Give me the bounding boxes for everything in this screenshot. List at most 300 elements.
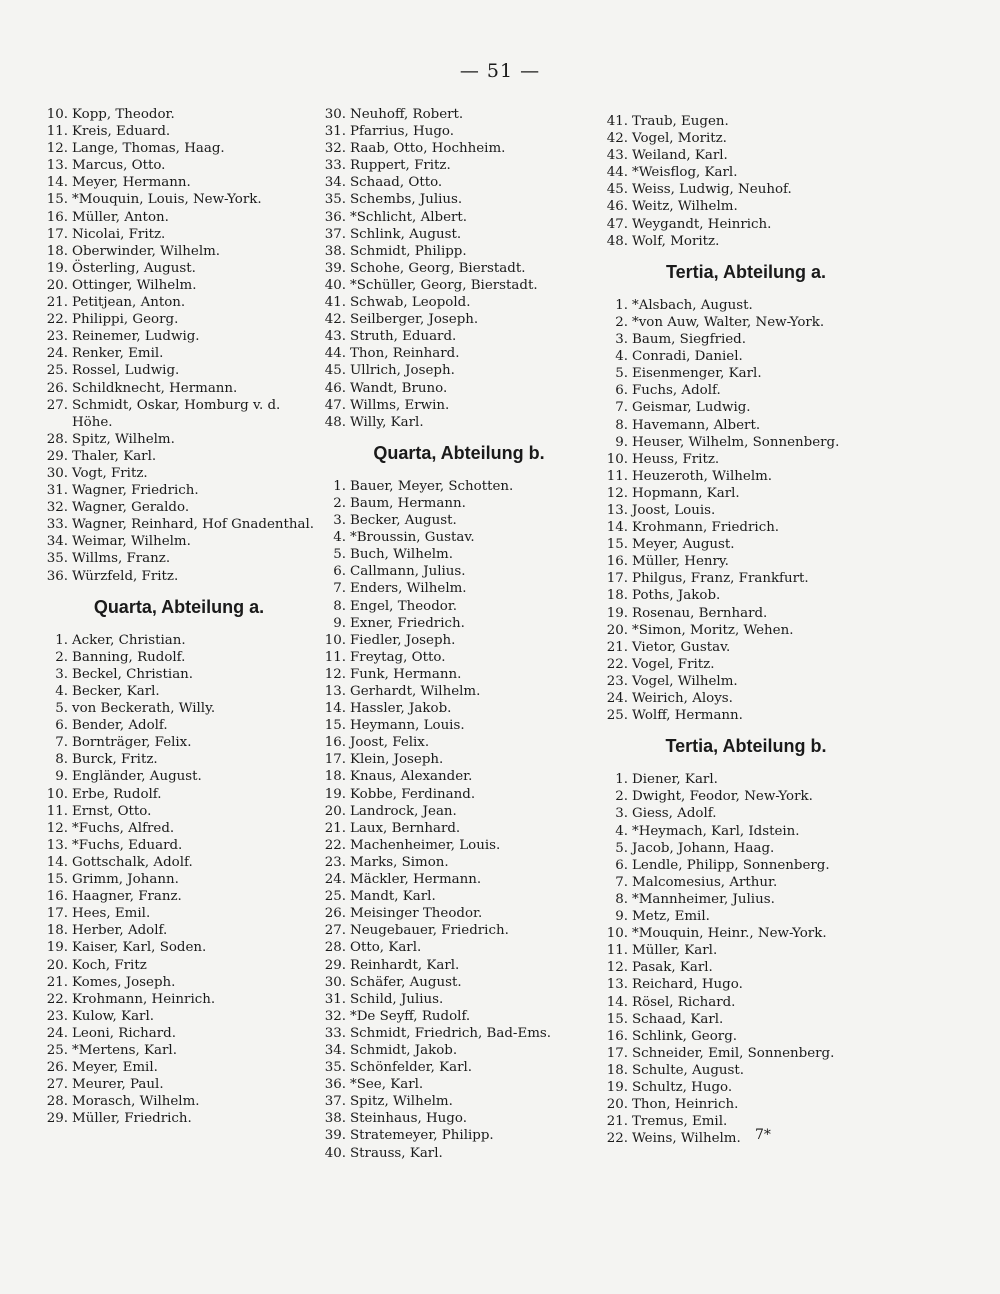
list-item (600, 605, 892, 622)
entry-number: 15. (606, 1011, 628, 1027)
entry-name: Thon, Reinhard. (350, 346, 460, 362)
list-item (600, 639, 892, 656)
list-item (600, 348, 892, 365)
list-item (318, 598, 600, 615)
entry-name: Koch, Fritz (72, 957, 147, 973)
column-right (600, 113, 892, 1147)
list-item (318, 632, 600, 649)
entry-number: 23. (46, 1008, 68, 1024)
list-item (600, 587, 892, 604)
list-item (600, 1079, 892, 1096)
list-item (318, 820, 600, 837)
entry-name: Schönfelder, Karl. (350, 1060, 473, 1076)
entry-number: 22. (324, 837, 346, 853)
entry-number: 35. (324, 1060, 346, 1076)
list-item (40, 922, 318, 939)
section-heading-tertia-b: Tertia, Abteilung b. (665, 736, 827, 757)
list-item (318, 311, 600, 328)
entry-name: Wagner, Friedrich. (72, 483, 199, 499)
entry-name: Schild, Julius. (350, 991, 444, 1007)
list-item (40, 328, 318, 345)
entry-name: Wagner, Reinhard, Hof Gnadenthal. (72, 517, 315, 533)
entry-name: Knaus, Alexander. (350, 769, 473, 785)
entry-name: Hassler, Jakob. (350, 701, 452, 717)
section-heading-tertia-a: Tertia, Abteilung a. (665, 261, 826, 282)
list-item (318, 563, 600, 580)
entry-number: 1. (615, 297, 628, 313)
list-item (318, 1145, 600, 1162)
list-item (600, 382, 892, 399)
entry-number: 34. (324, 175, 346, 191)
entry-number: 11. (606, 943, 628, 959)
entry-name: Geismar, Ludwig. (632, 400, 751, 416)
list-item (40, 209, 318, 226)
section-heading-quarta-a: Quarta, Abteilung a. (93, 596, 265, 617)
list-item (40, 1059, 318, 1076)
entry-number: 28. (46, 431, 68, 447)
entry-name: Bornträger, Felix. (72, 735, 192, 751)
entry-number: 47. (324, 397, 346, 413)
entry-name: Mandt, Karl. (350, 889, 436, 905)
entry-number: 24. (324, 872, 346, 888)
list-item (318, 243, 600, 260)
list-item (40, 345, 318, 362)
list-item (318, 106, 600, 123)
list-item (600, 942, 892, 959)
entry-number: 36. (324, 209, 346, 225)
entry-number: 7. (615, 874, 628, 890)
entry-number: 22. (606, 1131, 628, 1147)
entry-name: Reinemer, Ludwig. (72, 329, 200, 345)
list-item (600, 857, 892, 874)
entry-number: 5. (55, 701, 68, 717)
entry-name: Buch, Wilhelm. (350, 547, 453, 563)
entry-name: *Weisflog, Karl. (632, 165, 738, 181)
entry-number: 20. (606, 1097, 628, 1113)
entry-number: 36. (324, 1077, 346, 1093)
entry-name: Herber, Adolf. (72, 923, 168, 939)
entry-name: Meyer, Emil. (72, 1060, 158, 1076)
entry-name: Krohmann, Friedrich. (632, 520, 780, 536)
entry-number: 12. (324, 666, 346, 682)
column-left (40, 106, 318, 1127)
entry-name: Meurer, Paul. (72, 1077, 164, 1093)
entry-number: 43. (324, 329, 346, 345)
list-item (318, 546, 600, 563)
list-item (318, 191, 600, 208)
entry-number: 1. (55, 632, 68, 648)
entry-name: Reichard, Hugo. (632, 977, 743, 993)
entry-number: 35. (324, 192, 346, 208)
list-item (318, 512, 600, 529)
entry-name: Metz, Emil. (632, 909, 710, 925)
entry-number: 18. (606, 1062, 628, 1078)
entry-number: 13. (324, 684, 346, 699)
entry-name: Schmidt, Oskar, Homburg v. d. Höhe. (72, 397, 281, 430)
list-item (318, 294, 600, 311)
list-item (318, 1025, 600, 1042)
list-item (318, 157, 600, 174)
entry-number: 30. (324, 107, 346, 122)
entry-number: 12. (606, 485, 628, 501)
list-item (600, 707, 892, 724)
entry-number: 2. (333, 495, 346, 511)
entry-number: 37. (324, 1094, 346, 1110)
entry-name: Heuser, Wilhelm, Sonnenberg. (632, 434, 840, 450)
entry-name: Schulte, August. (632, 1062, 745, 1078)
entry-name: Schwab, Leopold. (350, 295, 471, 311)
entry-number: 17. (606, 571, 628, 587)
list-item (40, 294, 318, 311)
list-continued (40, 106, 318, 585)
entry-name: Schneider, Emil, Sonnenberg. (632, 1045, 835, 1061)
entry-number: 14. (324, 701, 346, 717)
list-item (318, 1093, 600, 1110)
entry-number: 47. (606, 216, 628, 232)
entry-number: 34. (324, 1042, 346, 1058)
entry-name: Schmidt, Philipp. (350, 243, 467, 259)
list-item (40, 465, 318, 482)
entry-name: *Simon, Moritz, Wehen. (632, 622, 794, 638)
list-item (318, 837, 600, 854)
list-item (600, 891, 892, 908)
entry-number: 39. (324, 260, 346, 276)
entry-name: Seilberger, Joseph. (350, 312, 479, 328)
list-item (318, 854, 600, 871)
entry-number: 3. (615, 806, 628, 822)
entry-name: Pasak, Karl. (632, 960, 713, 976)
entry-number: 9. (615, 909, 628, 925)
entry-number: 15. (606, 537, 628, 553)
entry-number: 7. (615, 400, 628, 416)
list-item (318, 174, 600, 191)
list-item (318, 666, 600, 683)
entry-name: Spitz, Wilhelm. (72, 431, 175, 447)
entry-name: Klein, Joseph. (350, 752, 444, 768)
entry-name: Philgus, Franz, Frankfurt. (632, 571, 809, 587)
entry-number: 40. (324, 277, 346, 293)
entry-number: 3. (615, 332, 628, 348)
entry-number: 2. (615, 314, 628, 330)
list-item (318, 140, 600, 157)
list-item (600, 959, 892, 976)
entry-name: Meyer, Hermann. (72, 175, 191, 191)
entry-number: 11. (606, 468, 628, 484)
entry-name: Bender, Adolf. (72, 718, 168, 734)
list-quarta-b (318, 478, 600, 1162)
list-item (318, 888, 600, 905)
list-item (318, 957, 600, 974)
entry-number: 6. (615, 383, 628, 399)
list-item (318, 786, 600, 803)
entry-name: Willms, Erwin. (350, 397, 450, 413)
list-item (40, 431, 318, 448)
entry-name: Kobbe, Ferdinand. (350, 786, 476, 802)
list-item (40, 499, 318, 516)
list-item (600, 417, 892, 434)
list-item (40, 820, 318, 837)
list-item (40, 260, 318, 277)
list-item (600, 164, 892, 181)
entry-number: 27. (46, 1077, 68, 1093)
entry-name: *See, Karl. (350, 1077, 424, 1093)
list-item (318, 768, 600, 785)
list-item (318, 414, 600, 431)
entry-number: 16. (46, 889, 68, 905)
entry-name: Traub, Eugen. (632, 114, 729, 129)
list-item (600, 1045, 892, 1062)
entry-number: 42. (324, 312, 346, 328)
entry-name: Reinhardt, Karl. (350, 957, 460, 973)
list-item (40, 1025, 318, 1042)
entry-name: Thon, Heinrich. (632, 1097, 739, 1113)
list-item (40, 482, 318, 499)
entry-number: 12. (606, 960, 628, 976)
entry-number: 20. (46, 957, 68, 973)
entry-number: 16. (606, 1028, 628, 1044)
list-item (600, 788, 892, 805)
list-item (318, 345, 600, 362)
entry-name: Heymann, Louis. (350, 718, 465, 734)
entry-number: 22. (46, 312, 68, 328)
entry-number: 19. (606, 1079, 628, 1095)
entry-name: Stratemeyer, Philipp. (350, 1128, 494, 1144)
entry-name: Otto, Karl. (350, 940, 422, 956)
entry-number: 29. (46, 1111, 68, 1127)
entry-name: Weiss, Ludwig, Neuhof. (632, 182, 792, 198)
entry-name: Schmidt, Friedrich, Bad-Ems. (350, 1025, 552, 1041)
list-item (40, 311, 318, 328)
entry-name: Rösel, Richard. (632, 994, 736, 1010)
list-item (318, 328, 600, 345)
entry-number: 6. (333, 564, 346, 580)
entry-name: Oberwinder, Wilhelm. (72, 243, 221, 259)
entry-name: Vietor, Gustav. (632, 639, 731, 655)
list-item (600, 994, 892, 1011)
entry-name: *von Auw, Walter, New-York. (632, 314, 825, 330)
entry-name: *Schlicht, Albert. (350, 209, 468, 225)
entry-number: 16. (46, 209, 68, 225)
entry-number: 25. (46, 363, 68, 379)
list-item (40, 174, 318, 191)
list-item (40, 837, 318, 854)
entry-number: 14. (606, 520, 628, 536)
entry-name: *Heymach, Karl, Idstein. (632, 823, 800, 839)
entry-number: 14. (46, 854, 68, 870)
list-item (40, 683, 318, 700)
list-item (600, 502, 892, 519)
list-item (40, 533, 318, 550)
entry-number: 23. (606, 673, 628, 689)
entry-name: Weitz, Wilhelm. (632, 199, 738, 215)
list-item (318, 717, 600, 734)
entry-name: Schlink, August. (350, 226, 462, 242)
list-item (40, 362, 318, 379)
list-item (600, 771, 892, 788)
list-item (40, 854, 318, 871)
entry-number: 10. (606, 451, 628, 467)
entry-name: Steinhaus, Hugo. (350, 1111, 467, 1127)
entry-number: 1. (615, 772, 628, 788)
entry-name: Schlink, Georg. (632, 1028, 738, 1044)
entry-number: 32. (324, 1008, 346, 1024)
list-item (318, 123, 600, 140)
entry-name: Acker, Christian. (72, 632, 186, 648)
entry-name: Krohmann, Heinrich. (72, 991, 216, 1007)
list-item (40, 226, 318, 243)
entry-name: Bauer, Meyer, Schotten. (350, 478, 514, 494)
entry-name: Banning, Rudolf. (72, 649, 186, 665)
entry-name: Kreis, Eduard. (72, 124, 171, 140)
list-item (318, 615, 600, 632)
entry-number: 30. (46, 465, 68, 481)
entry-name: Marcus, Otto. (72, 158, 166, 174)
entry-number: 17. (324, 752, 346, 768)
entry-number: 45. (324, 363, 346, 379)
page-number: — 51 — (459, 60, 541, 82)
entry-name: Havemann, Albert. (632, 417, 761, 433)
entry-number: 2. (615, 789, 628, 805)
entry-name: Müller, Karl. (632, 943, 718, 959)
entry-name: Wandt, Bruno. (350, 380, 448, 396)
entry-number: 10. (46, 786, 68, 802)
entry-name: *Mertens, Karl. (72, 1042, 177, 1058)
list-item (600, 314, 892, 331)
entry-number: 4. (615, 823, 628, 839)
list-item (318, 380, 600, 397)
section-heading-quarta-b: Quarta, Abteilung b. (373, 442, 545, 463)
entry-name: Mäckler, Hermann. (350, 872, 482, 888)
list-item (318, 478, 600, 495)
entry-number: 21. (46, 974, 68, 990)
list-item (600, 399, 892, 416)
list-item (318, 871, 600, 888)
entry-name: *De Seyff, Rudolf. (350, 1008, 471, 1024)
entry-number: 17. (46, 226, 68, 242)
entry-number: 19. (46, 940, 68, 956)
list-item (318, 1008, 600, 1025)
entry-name: Fuchs, Adolf. (632, 383, 721, 399)
list-item (40, 1042, 318, 1059)
list-item (318, 1127, 600, 1144)
list-item (600, 468, 892, 485)
entry-number: 22. (46, 991, 68, 1007)
entry-name: *Broussin, Gustav. (350, 530, 475, 546)
list-tertia-a (600, 297, 892, 724)
entry-number: 2. (55, 649, 68, 665)
list-item (318, 580, 600, 597)
entry-number: 41. (324, 295, 346, 311)
entry-name: Burck, Fritz. (72, 752, 158, 768)
list-continued (318, 106, 600, 431)
entry-number: 38. (324, 1111, 346, 1127)
entry-number: 18. (46, 923, 68, 939)
list-item (318, 939, 600, 956)
entry-number: 25. (606, 708, 628, 724)
entry-name: *Mouquin, Heinr., New-York. (632, 926, 827, 942)
entry-name: Heuzeroth, Wilhelm. (632, 468, 773, 484)
entry-number: 20. (46, 277, 68, 293)
list-item (318, 1059, 600, 1076)
list-item (40, 568, 318, 585)
entry-number: 4. (615, 349, 628, 365)
entry-number: 38. (324, 243, 346, 259)
list-item (318, 700, 600, 717)
list-item (40, 448, 318, 465)
entry-name: Struth, Eduard. (350, 329, 457, 345)
entry-name: Schildknecht, Hermann. (72, 380, 238, 396)
entry-name: Tremus, Emil. (632, 1114, 728, 1130)
list-tertia-b (600, 771, 892, 1147)
list-item (40, 974, 318, 991)
entry-number: 12. (46, 141, 68, 157)
list-item (40, 380, 318, 397)
entry-name: Würzfeld, Fritz. (72, 568, 179, 584)
entry-number: 11. (46, 803, 68, 819)
entry-name: Kopp, Theodor. (72, 107, 175, 122)
entry-name: Rossel, Ludwig. (72, 363, 180, 379)
entry-number: 4. (333, 530, 346, 546)
entry-number: 6. (615, 857, 628, 873)
entry-number: 16. (606, 554, 628, 570)
list-item (318, 649, 600, 666)
entry-number: 26. (46, 380, 68, 396)
entry-name: Malcomesius, Arthur. (632, 874, 778, 890)
list-item (40, 803, 318, 820)
entry-number: 10. (324, 632, 346, 648)
entry-name: Joost, Felix. (350, 735, 430, 751)
entry-number: 40. (324, 1145, 346, 1161)
entry-number: 18. (324, 769, 346, 785)
list-item (600, 130, 892, 147)
entry-name: Müller, Friedrich. (72, 1111, 192, 1127)
entry-name: Weiland, Karl. (632, 148, 728, 164)
entry-name: Fiedler, Joseph. (350, 632, 456, 648)
entry-number: 31. (46, 483, 68, 499)
list-item (318, 529, 600, 546)
entry-number: 13. (46, 837, 68, 853)
entry-name: Gerhardt, Wilhelm. (350, 684, 481, 699)
entry-name: Vogel, Wilhelm. (632, 673, 738, 689)
list-item (40, 939, 318, 956)
entry-number: 33. (46, 517, 68, 533)
entry-name: Jacob, Johann, Haag. (632, 840, 775, 856)
entry-number: 20. (606, 622, 628, 638)
list-item (600, 1096, 892, 1113)
list-item (600, 216, 892, 233)
entry-number: 9. (55, 769, 68, 785)
entry-name: Thaler, Karl. (72, 448, 157, 464)
entry-name: *Mannheimer, Julius. (632, 891, 775, 907)
entry-name: Österling, August. (72, 260, 196, 276)
entry-name: Giess, Adolf. (632, 806, 717, 822)
entry-name: Strauss, Karl. (350, 1145, 443, 1161)
entry-name: Lange, Thomas, Haag. (72, 141, 225, 157)
entry-number: 19. (324, 786, 346, 802)
list-item (600, 365, 892, 382)
list-item (318, 209, 600, 226)
entry-number: 19. (46, 260, 68, 276)
list-item (600, 181, 892, 198)
entry-name: Joost, Louis. (632, 502, 716, 518)
entry-number: 46. (324, 380, 346, 396)
list-item (600, 1062, 892, 1079)
list-item (40, 957, 318, 974)
entry-name: Schembs, Julius. (350, 192, 463, 208)
list-item (600, 622, 892, 639)
list-item (318, 277, 600, 294)
entry-number: 45. (606, 182, 628, 198)
